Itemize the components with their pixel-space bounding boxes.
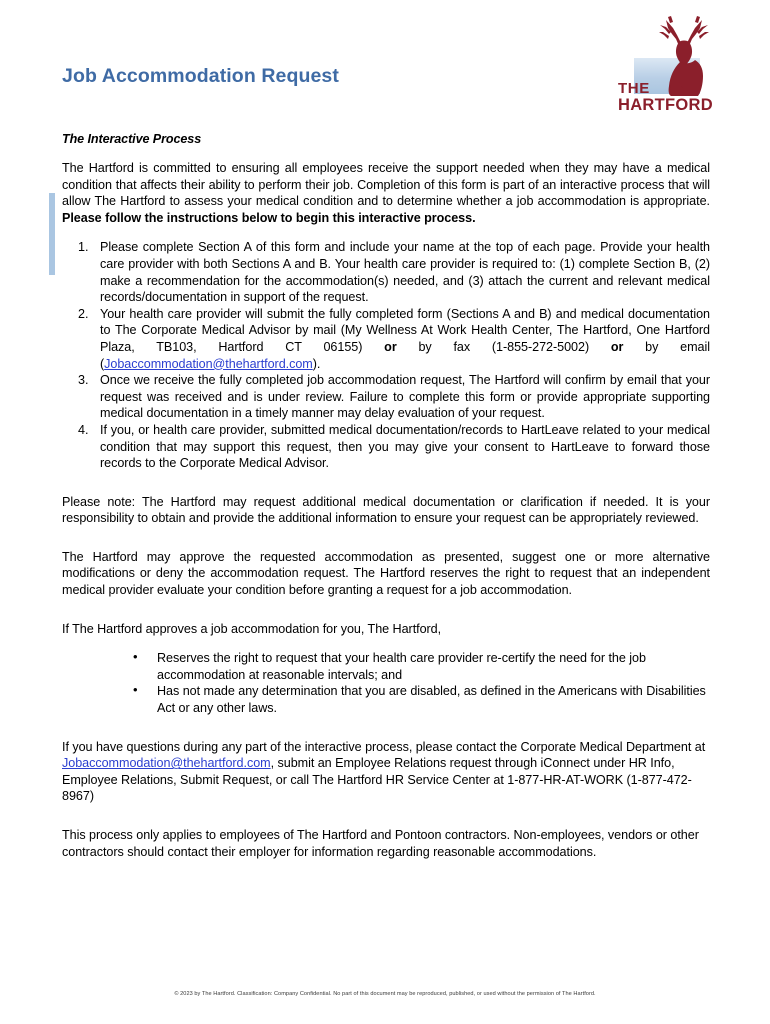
list-item xyxy=(62,239,710,305)
list-item xyxy=(62,422,710,472)
list-bold-or-2: or xyxy=(610,339,624,354)
logo-line-the: THE xyxy=(618,80,650,97)
list-text-part3: by email ( xyxy=(100,339,710,371)
list-number: 2. xyxy=(78,306,89,321)
list-bold-or-1: or xyxy=(384,339,397,354)
bullet-text: Has not made any determination that you are disabled, as defined in the Americans with Disabilities Act or any other laws. xyxy=(157,684,706,716)
list-text-part4: ). xyxy=(312,356,321,371)
questions-paragraph xyxy=(62,739,710,805)
document-header xyxy=(0,0,770,120)
hartford-logo xyxy=(618,16,750,116)
document-body xyxy=(62,132,710,873)
list-text: Once we receive the fully completed job accommodation request, The Hartford will confirm by email that your request was received and is under review. Failure to complete this form or provide appropriate supporting medical documentation in a timely manner may delay evaluation of your request. xyxy=(100,373,710,421)
spacer xyxy=(62,730,710,739)
note-paragraph: Please note: The Hartford may request additional medical documentation or clarification if needed. It is your responsibility to obtain and provide the additional information to ensure your request can be appropriately reviewed. xyxy=(62,494,710,526)
page-title: Job Accommodation Request xyxy=(62,65,339,87)
spacer xyxy=(62,612,710,621)
intro-text: The Hartford is committed to ensuring all employees receive the support needed when they may have a medical condition that affects their ability to perform their job. Completion of this form is part of an interactive process that will allow The Hartford to assess your medical condition and to determine whether a job accommodation is appropriate. xyxy=(62,161,710,209)
spacer xyxy=(62,818,710,827)
bullet-text: Reserves the right to request that your health care provider re-certify the need for the job accommodation at reasonable intervals; and xyxy=(157,651,646,682)
intro-paragraph xyxy=(62,160,710,226)
list-number: 4. xyxy=(78,422,89,437)
email-link-jobaccommodation[interactable]: Jobaccommodation@thehartford.com xyxy=(104,356,313,371)
logo-wordmark xyxy=(618,80,750,114)
list-text: If you, or health care provider, submitted medical documentation/records to HartLeave related to your medical condition that may support this request, then you may give your consent to HartLeave to forward those records to the Corporate Medical Advisor. xyxy=(100,422,710,471)
list-item xyxy=(62,306,710,372)
list-number: 3. xyxy=(78,373,89,388)
spacer xyxy=(62,485,710,494)
bullet-icon: • xyxy=(133,649,138,665)
list-text-part1: Your health care provider will submit the fully completed form (Sections A and B) and medical documentation to The Corporate Medical Advisor by mail (My Wellness At Work Health Center, The Hartford, One Hartford Plaza, TB103, Hartford CT 06155) xyxy=(100,306,710,354)
scope-paragraph: This process only applies to employees of The Hartford and Pontoon contractors. Non-employees, vendors or other contractors should contact their employer for information regarding reasonable accommodations. xyxy=(62,828,699,859)
list-text-part2: by fax (1-855-272-5002) xyxy=(396,339,611,354)
email-link-jobaccommodation-contact[interactable]: Jobaccommodation@thehartford.com xyxy=(62,756,271,771)
logo-line-hartford: HARTFORD xyxy=(618,96,713,114)
list-number: 1. xyxy=(78,240,89,255)
document-footer: © 2023 by The Hartford. Classification: Company Confidential. No part of this document may be reproduced, published, or used without the permission of The Hartford. xyxy=(174,991,596,997)
list-item xyxy=(62,372,710,422)
bullet-icon: • xyxy=(133,682,138,698)
spacer xyxy=(62,540,710,549)
approval-paragraph: The Hartford may approve the requested accommodation as presented, suggest one or more alternative modifications or deny the accommodation request. The Hartford reserves the right to request that an independent medical provider evaluate your condition before granting a request for a job accommodation. xyxy=(62,549,710,598)
instructions-list xyxy=(62,239,710,471)
questions-text-part1: If you have questions during any part of the interactive process, please contact the Corporate Medical Department at xyxy=(62,739,706,754)
conditions-bullet-list xyxy=(62,650,710,716)
list-text: Please complete Section A of this form and include your name at the top of each page. Provide your health care provider with both Sections A and B. Your health care provider is required to: (1) complete Section B, (2) make a recommendation for the accommodation(s) needed, and (3) attach the current and relevant medical records/documentation in support of the request. xyxy=(100,240,710,305)
questions-text-part2: , submit an Employee Relations request through iConnect under HR Info, Employee Relations, Submit Request, or call The Hartford HR Service Center at 1-877-HR-AT-WORK (1-877-472-8967) xyxy=(62,756,692,804)
list-item xyxy=(62,683,710,716)
list-item xyxy=(62,650,710,683)
blue-accent-bar xyxy=(49,193,55,275)
section-heading-interactive-process: The Interactive Process xyxy=(62,132,202,146)
bullet-intro-paragraph: If The Hartford approves a job accommodation for you, The Hartford, xyxy=(62,621,442,636)
intro-bold-text: Please follow the instructions below to begin this interactive process. xyxy=(62,210,476,225)
